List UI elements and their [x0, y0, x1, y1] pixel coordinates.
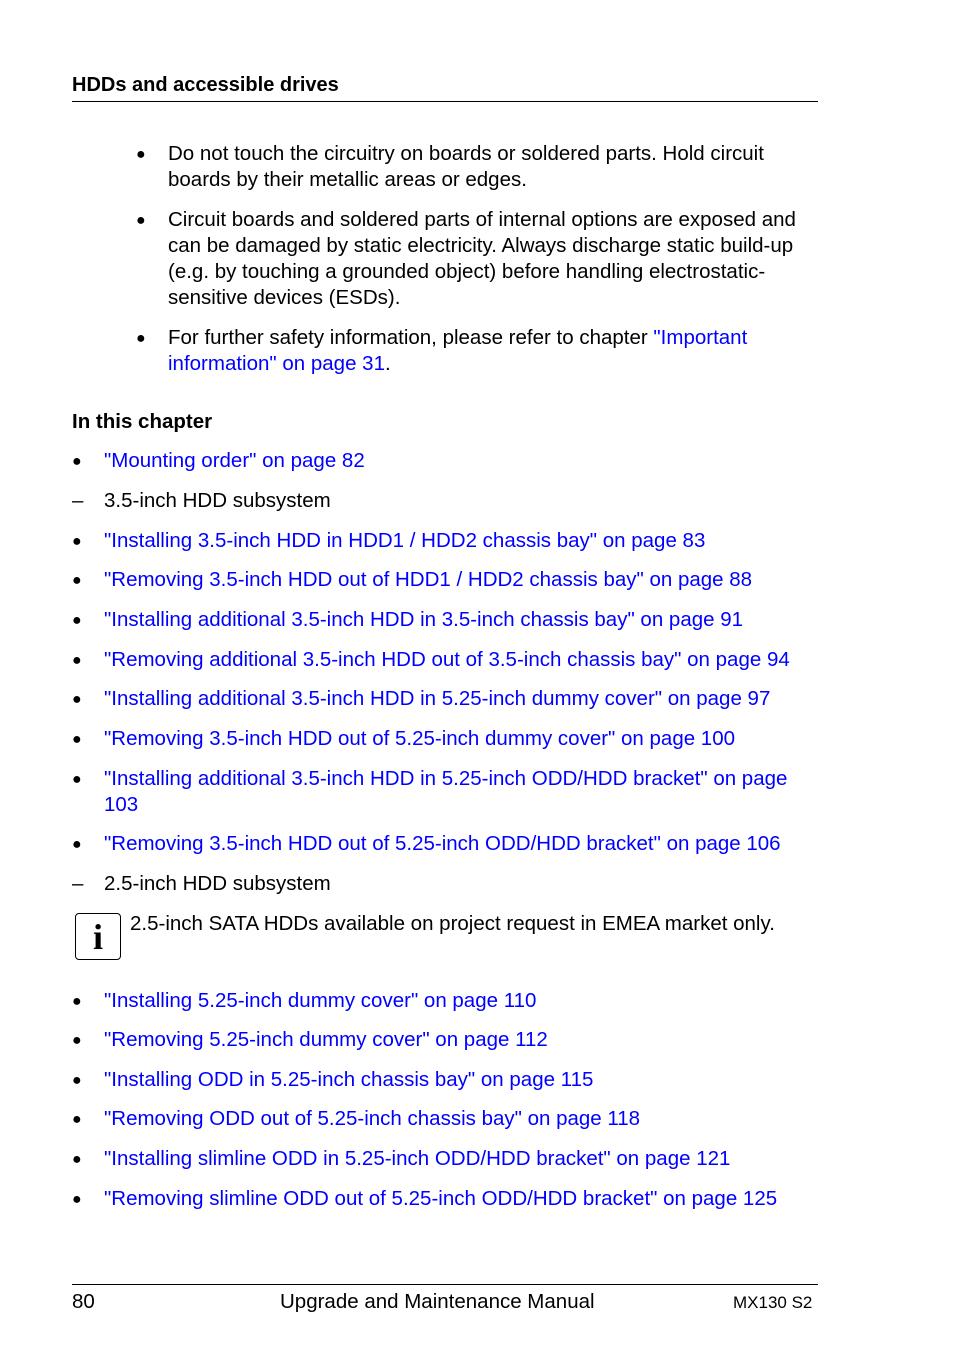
- chapter-link[interactable]: "Installing additional 3.5-inch HDD in 3.5-inch chassis bay" on page 91: [104, 608, 744, 631]
- chapter-link[interactable]: "Installing slimline ODD in 5.25-inch ODD/HDD bracket" on page 121: [104, 1147, 731, 1170]
- bullet-icon: ●: [72, 993, 82, 1010]
- manual-title: Upgrade and Maintenance Manual: [280, 1290, 595, 1313]
- section-title: HDDs and accessible drives: [72, 74, 339, 96]
- bullet-icon: ●: [72, 612, 82, 629]
- safety-text-suffix: .: [384, 352, 391, 375]
- dash-icon: –: [72, 489, 84, 512]
- bullet-icon: ●: [72, 652, 82, 669]
- page-header: [72, 73, 818, 102]
- chapter-link[interactable]: "Removing 3.5-inch HDD out of HDD1 / HDD2 chassis bay" on page 88: [104, 568, 753, 591]
- bullet-icon: ●: [136, 146, 146, 163]
- chapter-link[interactable]: "Removing 3.5-inch HDD out of 5.25-inch ODD/HDD bracket" on page 106: [104, 832, 781, 855]
- model-name: MX130 S2: [733, 1293, 813, 1312]
- chapter-link[interactable]: "Removing slimline ODD out of 5.25-inch ODD/HDD bracket" on page 125: [104, 1187, 778, 1210]
- bullet-icon: ●: [72, 1072, 82, 1089]
- bullet-icon: ●: [72, 453, 82, 470]
- mounting-order-link[interactable]: "Mounting order" on page 82: [104, 449, 365, 472]
- chapter-link[interactable]: "Removing 3.5-inch HDD out of 5.25-inch dummy cover" on page 100: [104, 727, 736, 750]
- footer-rule: [72, 1284, 818, 1285]
- subsystem-25-label: 2.5-inch HDD subsystem: [104, 872, 331, 895]
- important-information-link[interactable]: "Important information" on page 31: [168, 326, 748, 375]
- bullet-icon: ●: [72, 1111, 82, 1128]
- chapter-link[interactable]: "Installing additional 3.5-inch HDD in 5.25-inch dummy cover" on page 97: [104, 687, 771, 710]
- bullet-icon: ●: [72, 731, 82, 748]
- chapter-link[interactable]: "Installing additional 3.5-inch HDD in 5.25-inch ODD/HDD bracket" on page 103: [104, 767, 788, 816]
- info-note-text: 2.5-inch SATA HDDs available on project request in EMEA market only.: [130, 912, 775, 935]
- bullet-icon: ●: [72, 771, 82, 788]
- bullet-icon: ●: [72, 533, 82, 550]
- bullet-icon: ●: [136, 212, 146, 229]
- bullet-icon: ●: [136, 330, 146, 347]
- bullet-icon: ●: [72, 836, 82, 853]
- info-icon: i: [75, 913, 121, 960]
- chapter-heading: In this chapter: [72, 410, 213, 433]
- bullet-icon: ●: [72, 1151, 82, 1168]
- dash-icon: –: [72, 872, 84, 895]
- chapter-link[interactable]: "Installing 3.5-inch HDD in HDD1 / HDD2 chassis bay" on page 83: [104, 529, 706, 552]
- chapter-link[interactable]: "Installing ODD in 5.25-inch chassis bay" on page 115: [104, 1068, 594, 1091]
- safety-bullet-text: Do not touch the circuitry on boards or soldered parts. Hold circuit boards by their metallic areas or edges.: [168, 142, 764, 191]
- bullet-icon: ●: [72, 1191, 82, 1208]
- bullet-icon: ●: [72, 691, 82, 708]
- chapter-link[interactable]: "Removing ODD out of 5.25-inch chassis bay" on page 118: [104, 1107, 641, 1130]
- safety-bullet-text: [168, 325, 818, 377]
- bullet-icon: ●: [72, 572, 82, 589]
- safety-bullet-text: Circuit boards and soldered parts of internal options are exposed and can be damaged by static electricity. Always discharge static build-up (e.g. by touching a grounded object) before handling electrostatic-sensitive devices (ESDs).: [168, 208, 796, 309]
- bullet-icon: ●: [72, 1032, 82, 1049]
- chapter-link[interactable]: "Installing 5.25-inch dummy cover" on page 110: [104, 989, 537, 1012]
- chapter-link[interactable]: "Removing 5.25-inch dummy cover" on page 112: [104, 1028, 548, 1051]
- page-number: 80: [72, 1290, 95, 1313]
- safety-text-prefix: For further safety information, please refer to chapter: [168, 326, 654, 349]
- chapter-link[interactable]: "Removing additional 3.5-inch HDD out of 3.5-inch chassis bay" on page 94: [104, 648, 790, 671]
- subsystem-35-label: 3.5-inch HDD subsystem: [104, 489, 331, 512]
